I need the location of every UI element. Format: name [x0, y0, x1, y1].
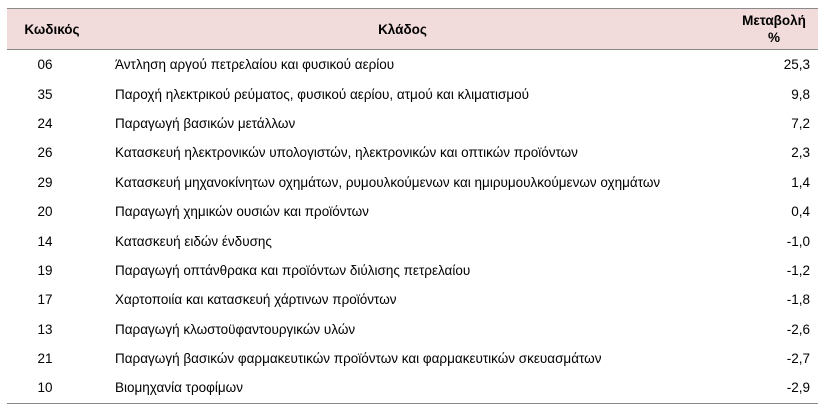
table-row: [7, 109, 818, 138]
row-code: 24: [37, 115, 53, 131]
table-row: [7, 138, 818, 167]
column-header-change-line2: %: [767, 30, 780, 45]
row-sector: Παραγωγή κλωστοϋφαντουργικών υλών: [115, 321, 356, 337]
row-change: 7,2: [791, 115, 810, 131]
row-sector: Άντληση αργού πετρελαίου και φυσικού αερίου: [115, 57, 395, 73]
table-body: [7, 50, 818, 404]
row-sector: Βιομηχανία τροφίμων: [115, 380, 243, 396]
row-change: -2,6: [786, 321, 810, 337]
row-code: 29: [37, 174, 53, 190]
row-code: 19: [37, 262, 53, 278]
row-sector: Παροχή ηλεκτρικού ρεύματος, φυσικού αερίου, ατμού και κλιματισμού: [115, 86, 530, 102]
row-sector: Παραγωγή χημικών ουσιών και προϊόντων: [115, 204, 369, 220]
column-header-change-line1: Μεταβολή: [742, 13, 806, 28]
row-change: -1,2: [786, 262, 810, 278]
row-change: 9,8: [791, 86, 810, 102]
row-change: -2,9: [786, 380, 810, 396]
row-change: 1,4: [791, 174, 810, 190]
column-header-code: Κωδικός: [24, 21, 80, 37]
row-change: 0,4: [791, 204, 810, 220]
row-sector: Παραγωγή οπτάνθρακα και προϊόντων διύλισης πετρελαίου: [115, 262, 471, 278]
sector-change-table: [7, 8, 818, 404]
row-sector: Κατασκευή ηλεκτρονικών υπολογιστών, ηλεκτρονικών και οπτικών προϊόντων: [115, 145, 578, 161]
row-sector: Κατασκευή μηχανοκίνητων οχημάτων, ρυμουλκούμενων και ημιρυμουλκούμενων οχημάτων: [115, 174, 661, 190]
row-code: 10: [37, 380, 53, 396]
table-row: [7, 256, 818, 285]
table-row: [7, 50, 818, 80]
row-sector: Παραγωγή βασικών φαρμακευτικών προϊόντων και φαρμακευτικών σκευασμάτων: [115, 351, 602, 367]
row-code: 17: [37, 292, 53, 308]
sector-change-table-container: [7, 8, 818, 404]
row-sector: Παραγωγή βασικών μετάλλων: [115, 115, 296, 131]
row-code: 35: [37, 86, 53, 102]
row-code: 06: [37, 57, 53, 73]
row-code: 13: [37, 321, 53, 337]
row-code: 21: [37, 351, 53, 367]
table-row: [7, 168, 818, 197]
row-change: 25,3: [783, 57, 810, 73]
row-code: 26: [37, 145, 53, 161]
row-change: -2,7: [786, 351, 810, 367]
row-sector: Χαρτοποιία και κατασκευή χάρτινων προϊόντων: [115, 292, 397, 308]
table-row: [7, 373, 818, 403]
row-sector: Κατασκευή ειδών ένδυσης: [115, 233, 272, 249]
row-change: 2,3: [791, 145, 810, 161]
column-header-sector: Κλάδος: [378, 21, 427, 37]
table-row: [7, 344, 818, 373]
table-row: [7, 315, 818, 344]
column-header-change: [708, 9, 818, 50]
row-change: -1,8: [786, 292, 810, 308]
row-code: 14: [37, 233, 53, 249]
table-row: [7, 79, 818, 108]
table-header-row: [7, 9, 818, 50]
table-row: [7, 197, 818, 226]
row-code: 20: [37, 204, 53, 220]
table-row: [7, 226, 818, 255]
table-row: [7, 285, 818, 314]
row-change: -1,0: [786, 233, 810, 249]
